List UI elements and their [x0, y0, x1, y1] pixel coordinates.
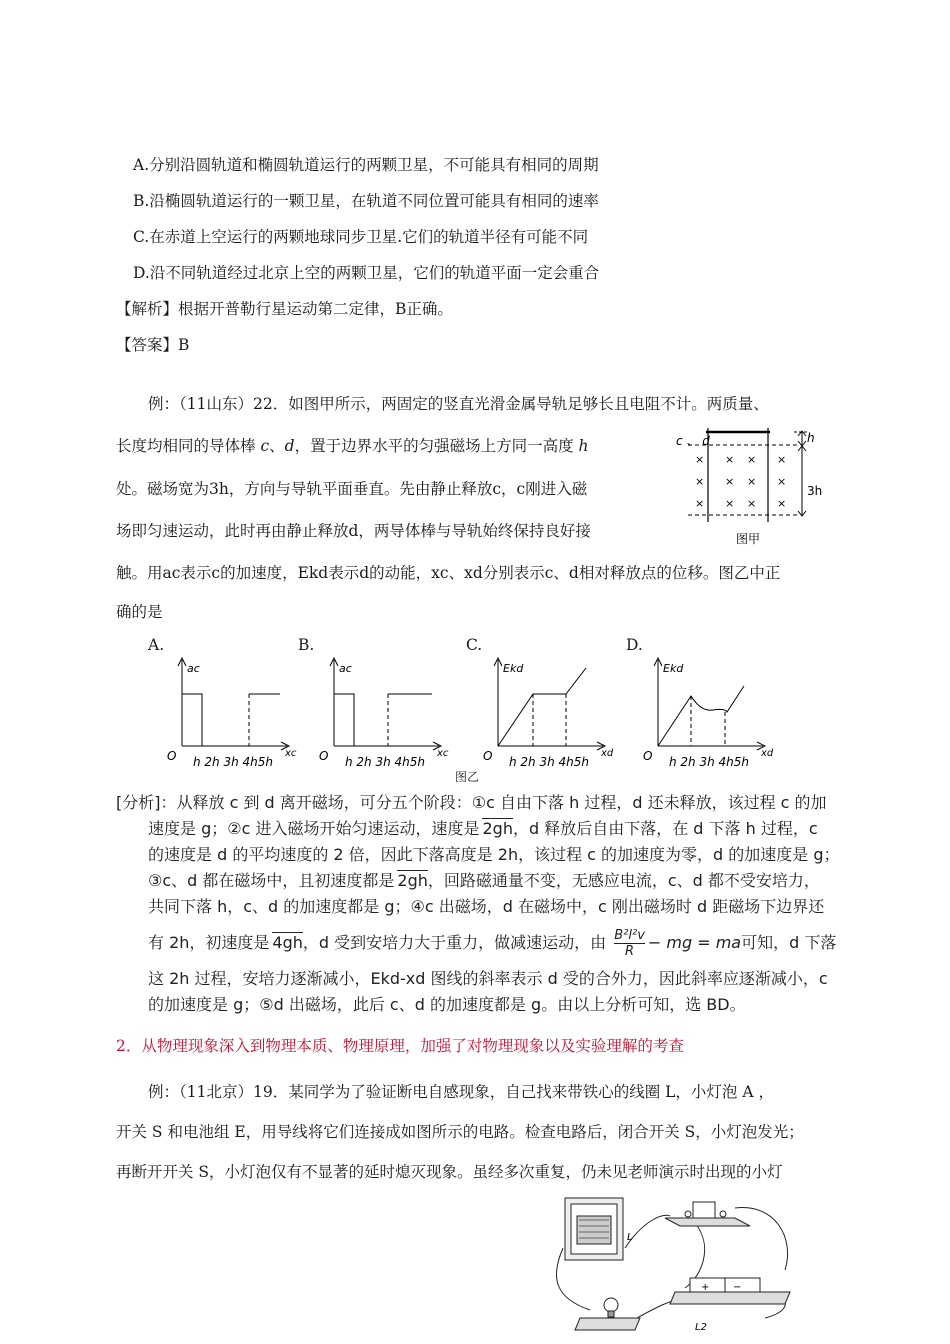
svg-text:×: ×	[695, 497, 705, 510]
caption-yi: 图乙	[455, 770, 480, 784]
analysis-line2: 速度是 g；②c 进入磁场开始匀速运动，速度是 2gh，d 释放后自由下落，在 d 下落 h 过程，c	[148, 819, 818, 838]
svg-text:×: ×	[695, 475, 705, 488]
graph-d-letter: D.	[626, 636, 643, 654]
example1-line3: 处。磁场宽为3h，方向与导轨平面垂直。先由静止释放c，c刚进入磁	[116, 480, 588, 498]
figure-jia	[668, 426, 828, 552]
example1-line1: 例：（11山东）22．如图甲所示，两固定的竖直光滑金属导轨足够长且电阻不计。两质量、	[148, 395, 769, 413]
answer: 【答案】B	[116, 336, 190, 354]
switch-base	[665, 1218, 750, 1226]
analysis-line8: 的加速度是 g；⑤d 出磁场，此后 c、d 的加速度都是 g。由以上分析可知，选 BD。	[148, 995, 746, 1014]
svg-text:h 2h 3h 4h5h: h 2h 3h 4h5h	[193, 755, 274, 769]
svg-text:h 2h 3h 4h5h: h 2h 3h 4h5h	[345, 755, 426, 769]
svg-text:×: ×	[747, 453, 757, 466]
example1-line2-b: ，置于边界水平的匀强磁场上方同一高度	[294, 437, 574, 455]
svg-text:xc: xc	[285, 748, 297, 759]
svg-text:×: ×	[777, 453, 787, 466]
option-b: B.沿椭圆轨道运行的一颗卫星，在轨道不同位置可能具有相同的速率	[133, 192, 599, 210]
analysis-line3: 的速度是 d 的平均速度的 2 倍，因此下落高度是 2h，该过程 c 的加速度为零，d 的加速度是 g；	[148, 845, 840, 864]
svg-text:×: ×	[777, 475, 787, 488]
example1-line2-a: 长度均相同的导体棒	[116, 437, 256, 455]
svg-text:×: ×	[725, 497, 735, 510]
label-h: h	[807, 431, 815, 445]
label-l2: L2	[695, 1322, 707, 1333]
svg-text:O: O	[483, 749, 493, 763]
svg-text:×: ×	[747, 497, 757, 510]
switch-icon	[693, 1202, 715, 1218]
label-cd: c 、 d	[676, 434, 710, 448]
option-d: D.沿不同轨道经过北京上空的两颗卫星，它们的轨道平面一定会重合	[133, 264, 600, 282]
sqrt-2gh-2: 2gh	[397, 871, 428, 890]
example1-line6: 确的是	[116, 603, 163, 621]
graph-a	[165, 650, 305, 772]
svg-text:Ekd: Ekd	[663, 662, 684, 675]
circuit-figure	[545, 1188, 805, 1338]
graph-b	[317, 650, 457, 772]
jiexi: 【解析】根据开普勒行星运动第二定律，B正确。	[116, 300, 453, 318]
example1-line2-c: c	[260, 437, 270, 455]
graph-b-letter: B.	[298, 636, 315, 654]
fraction: $\frac{\text{B²l²v}}{R}$	[614, 928, 645, 959]
bulb-icon	[604, 1298, 618, 1312]
magnetic-field-crosses	[695, 453, 786, 510]
svg-text:ac: ac	[187, 662, 200, 675]
example2-line3: 再断开开关 S，小灯泡仅有不显著的延时熄灭现象。虽经多次重复，仍未见老师演示时出现的小灯	[116, 1163, 783, 1181]
svg-text:O: O	[167, 749, 177, 763]
analysis-line5: 共同下落 h，c、d 的加速度都是 g；④c 出磁场，d 在磁场中，c 刚出磁场时 d 距磁场下边界还	[148, 897, 825, 916]
option-c: C.在赤道上空运行的两颗地球同步卫星.它们的轨道半径有可能不同	[133, 228, 589, 246]
analysis-line1: [分析]：从释放 c 到 d 离开磁场，可分五个阶段：①c 自由下落 h 过程，d 还未释放，该过程 c 的加	[116, 793, 827, 812]
battery-base	[670, 1292, 790, 1304]
svg-text:×: ×	[695, 453, 705, 466]
graph-a-letter: A.	[148, 636, 165, 654]
analysis-line4: ③c、d 都在磁场中，且初速度都是 2gh，回路磁通量不变，无感应电流，c、d 都不受安培力，	[148, 871, 820, 890]
example1-line2-h: h	[578, 437, 589, 455]
svg-text:×: ×	[725, 453, 735, 466]
svg-text:×: ×	[725, 475, 735, 488]
graph-c	[481, 650, 621, 772]
svg-text:xc: xc	[437, 748, 449, 759]
label-l1: L	[627, 1232, 633, 1243]
label-3h: 3h	[807, 484, 823, 498]
graph-c-letter: C.	[466, 636, 483, 654]
svg-text:xd: xd	[601, 748, 614, 759]
svg-text:O: O	[643, 749, 653, 763]
example1-line2-sep: 、	[269, 437, 285, 455]
section2-heading: 2．从物理现象深入到物理本质、物理原理，加强了对物理现象以及实验理解的考查	[116, 1037, 684, 1055]
svg-text:Ekd: Ekd	[503, 662, 524, 675]
svg-text:−: −	[733, 1282, 742, 1293]
sqrt-2gh: 2gh	[482, 819, 513, 838]
svg-text:×: ×	[747, 475, 757, 488]
example2-line2: 开关 S 和电池组 E，用导线将它们连接成如图所示的电路。检查电路后，闭合开关 S，小灯泡发光；	[116, 1123, 804, 1141]
example1-line2	[116, 434, 589, 456]
sqrt-4gh: 4gh	[272, 933, 303, 952]
svg-text:xd: xd	[761, 748, 774, 759]
svg-text:ac: ac	[339, 662, 352, 675]
graph-d	[641, 650, 781, 772]
caption-jia: 图甲	[736, 532, 761, 546]
lamp-base	[575, 1318, 640, 1330]
example2-line1: 例：（11北京）19．某同学为了验证断电自感现象，自己找来带铁心的线圈 L，小灯泡 A ，	[148, 1083, 774, 1101]
analysis-line6: 有 2h，初速度是 4gh，d 受到安培力大于重力，做减速运动，由 $\frac{\text{B²l²v}}{R}$ − mg = ma可知，d 下落	[148, 928, 837, 959]
example1-line5: 触。用ac表示c的加速度，Ekd表示d的动能，xc、xd分别表示c、d相对释放点的位移。图乙中正	[116, 564, 781, 582]
example1-line2-d: d	[284, 437, 295, 455]
svg-text:×: ×	[777, 497, 787, 510]
svg-text:h 2h 3h 4h5h: h 2h 3h 4h5h	[669, 755, 750, 769]
svg-text:h 2h 3h 4h5h: h 2h 3h 4h5h	[509, 755, 590, 769]
option-a: A.分别沿圆轨道和椭圆轨道运行的两颗卫星，不可能具有相同的周期	[133, 156, 599, 174]
analysis-line7: 这 2h 过程，安培力逐渐减小，Ekd-xd 图线的斜率表示 d 受的合外力，因此斜率应逐渐减小，c	[148, 969, 828, 988]
svg-text:O: O	[319, 749, 329, 763]
svg-text:+: +	[701, 1282, 710, 1293]
example1-line4: 场即匀速运动，此时再由静止释放d，两导体棒与导轨始终保持良好接	[116, 522, 591, 540]
